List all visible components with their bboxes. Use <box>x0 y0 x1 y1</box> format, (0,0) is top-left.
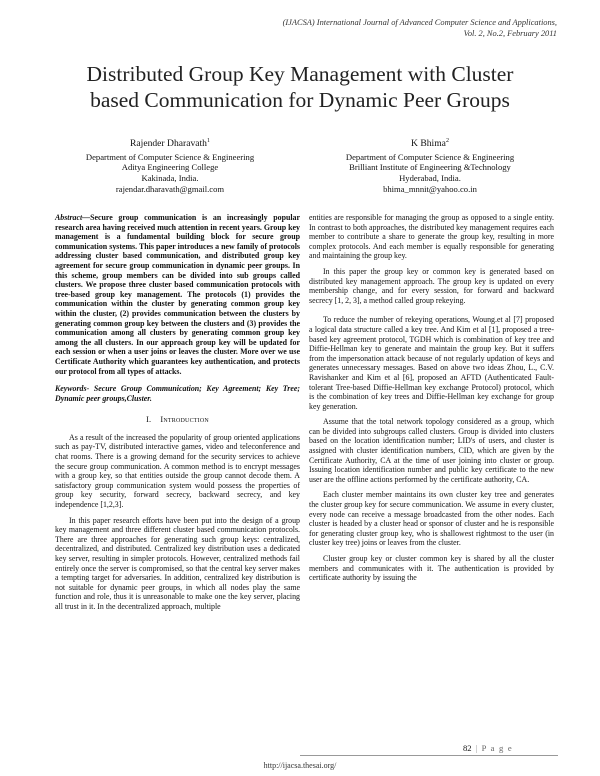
page-word: P a g e <box>481 743 513 753</box>
title-line-1: Distributed Group Key Management with Cluster <box>86 62 514 86</box>
page-number-value: 82 <box>463 743 472 753</box>
paragraph: In this paper research efforts have been put into the design of a group key management and three different cluster based communication protocols. There are three approaches for generating such group keys: centralized, decentralized, and distributed. Centralized key distribution uses a dedicated key server, resulting in simpler protocols. However, centralized methods fail entirely once the server is compromised, so that the central key server makes a tempting target for adversaries. In addition, centralized key distribution is not suitable for dynamic peer groups, in which all nodes play the same function and role, thus it is unreasonable to make one the key server, placing all trust in it. In the decentralized approach, multiple <box>55 515 300 611</box>
paragraph: Cluster group key or cluster common key is shared by all the cluster members and communicates with it. The authentication is provided by certificate authority by issuing the <box>309 554 554 583</box>
title-line-2: based Communication for Dynamic Peer Groups <box>90 87 510 112</box>
author-name: Rajender Dharavath$^1$ <box>130 138 210 150</box>
author-location: Hyderabad, India. <box>399 172 461 183</box>
footer-url[interactable]: http://ijacsa.thesai.org/ <box>263 761 337 770</box>
page-number <box>463 743 513 753</box>
author-dept: Department of Computer Science & Engineering <box>85 151 255 162</box>
author-location: Kakinada, India. <box>141 172 199 183</box>
paper-title <box>40 62 560 113</box>
left-column <box>55 213 300 618</box>
paragraph: To reduce the number of rekeying operations, Woung.et al [7] proposed a logical data structure called a key tree. And Kim et al [1], proposed a tree-based key agreement protocol, TGDH which is combination of key tree and Diffie-Hellman key to generate and maintain the group key. But it suffers from the impersonation attack because of not regularly updation of keys and generates unnecessary messages. Based on above two ideas Zhou, L., C.V. Ravishanker and Kim et al [6], proposed an AFTD (Authenticated Fault-tolerant Tree-based Diffie-Hellman key exchange Protocol) protocol, which is the combination of key trees and Diffie-Hellman key exchange for group key generation. <box>309 315 554 411</box>
paragraph: Each cluster member maintains its own cluster key tree and generates the cluster group key for secure communication. We assume in every cluster, every node can receive a message broadcasted from the other nodes. Each cluster is headed by a cluster head or sponsor of cluster and he is responsible for generating cluster group key, who is shallowest rightmost to the user (in cluster key tree) joins or leaves from the cluster. <box>309 490 554 548</box>
author-institution: Brilliant Institute of Engineering &Technology <box>349 162 511 173</box>
right-column <box>309 213 554 589</box>
journal-header <box>137 18 557 39</box>
paragraph: In this paper the group key or common key is generated based on distributed key management approach. The group key is updated on every membership change, and for every session, for forward and backward secrecy [1, 2, 3], a method called group rekeying. <box>309 266 554 305</box>
abstract-text: Secure group communication is an increasingly popular research area having received much attention in recent years. Group key management is a fundamental building block for secure group communication systems. This paper introduces a new family of protocols addressing cluster based communication, and distributed group key agreement for secure group communication in dynamic peer groups. In this scheme, group members can be divided into sub groups called clusters. We propose three cluster based communication protocols with tree-based group key management. The protocols (1) provides the communication within the cluster by generating common group key within the cluster, (2) provides communication between the clusters by generating common group key between the clusters and (3) provides the communication among all clusters by generating common group key among the all clusters. In our approach group key will be updated for each session or when a user joins or leaves the cluster. More over we use Certificate Authority which guarantees key authentication, and protects our protocol from all types of attacks. <box>55 213 300 376</box>
author-name: K Bhima$^2$ <box>411 138 449 150</box>
paragraph: entities are responsible for managing the group as opposed to a single entity. In contrast to both approaches, the distributed key management requires each member to contribute a share to generate the group key, resulting in more complex protocols. And each member is equally responsible for generating and maintaining the group key. <box>309 213 554 261</box>
paragraph: As a result of the increased the popularity of group oriented applications such as pay-TV, distributed interactive games, video and teleconference and chat rooms. There is a growing demand for the security services to achieve the secure group communication. A common method is to encrypt messages with a group key, so that entities outside the group cannot decode them. A satisfactory group communication system would possess the properties of group key security, forward secrecy, backward secrecy, and key independence [1,2,3]. <box>55 432 300 510</box>
author-block-2 <box>305 136 555 194</box>
abstract-label: Abstract— <box>55 213 91 222</box>
footer-rule <box>300 755 558 756</box>
author-institution: Aditya Engineering College <box>121 162 219 173</box>
author-email[interactable]: rajendar.dharavath@gmail.com <box>115 183 225 194</box>
journal-line-2: Vol. 2, No.2, February 2011 <box>463 28 557 38</box>
author-block-1 <box>50 136 290 194</box>
page-number-separator: | <box>475 743 478 753</box>
keywords: Keywords- Secure Group Communication; Key Agreement; Key Tree; Dynamic peer groups,Cluster. <box>55 384 300 403</box>
abstract <box>55 213 300 376</box>
author-dept: Department of Computer Science & Engineering <box>345 151 515 162</box>
section-heading: I. Introduction <box>146 415 209 425</box>
journal-line-1: (IJACSA) International Journal of Advanced Computer Science and Applications, <box>282 18 557 27</box>
paragraph: Assume that the total network topology considered as a group, which can be divided into subgroups called clusters. Group is divided into clusters based on the location identification number; LID's of users, and cluster is assigned with cluster identification numbers, CID, which are given by the Certificate Authority, CA at the time of user joining into cluster or group. Issuing location identification number and public key certificate to the new user are the offline actions performed by the certificate authority, CA. <box>309 417 554 484</box>
author-email[interactable]: bhima_mnnit@yahoo.co.in <box>383 183 477 194</box>
